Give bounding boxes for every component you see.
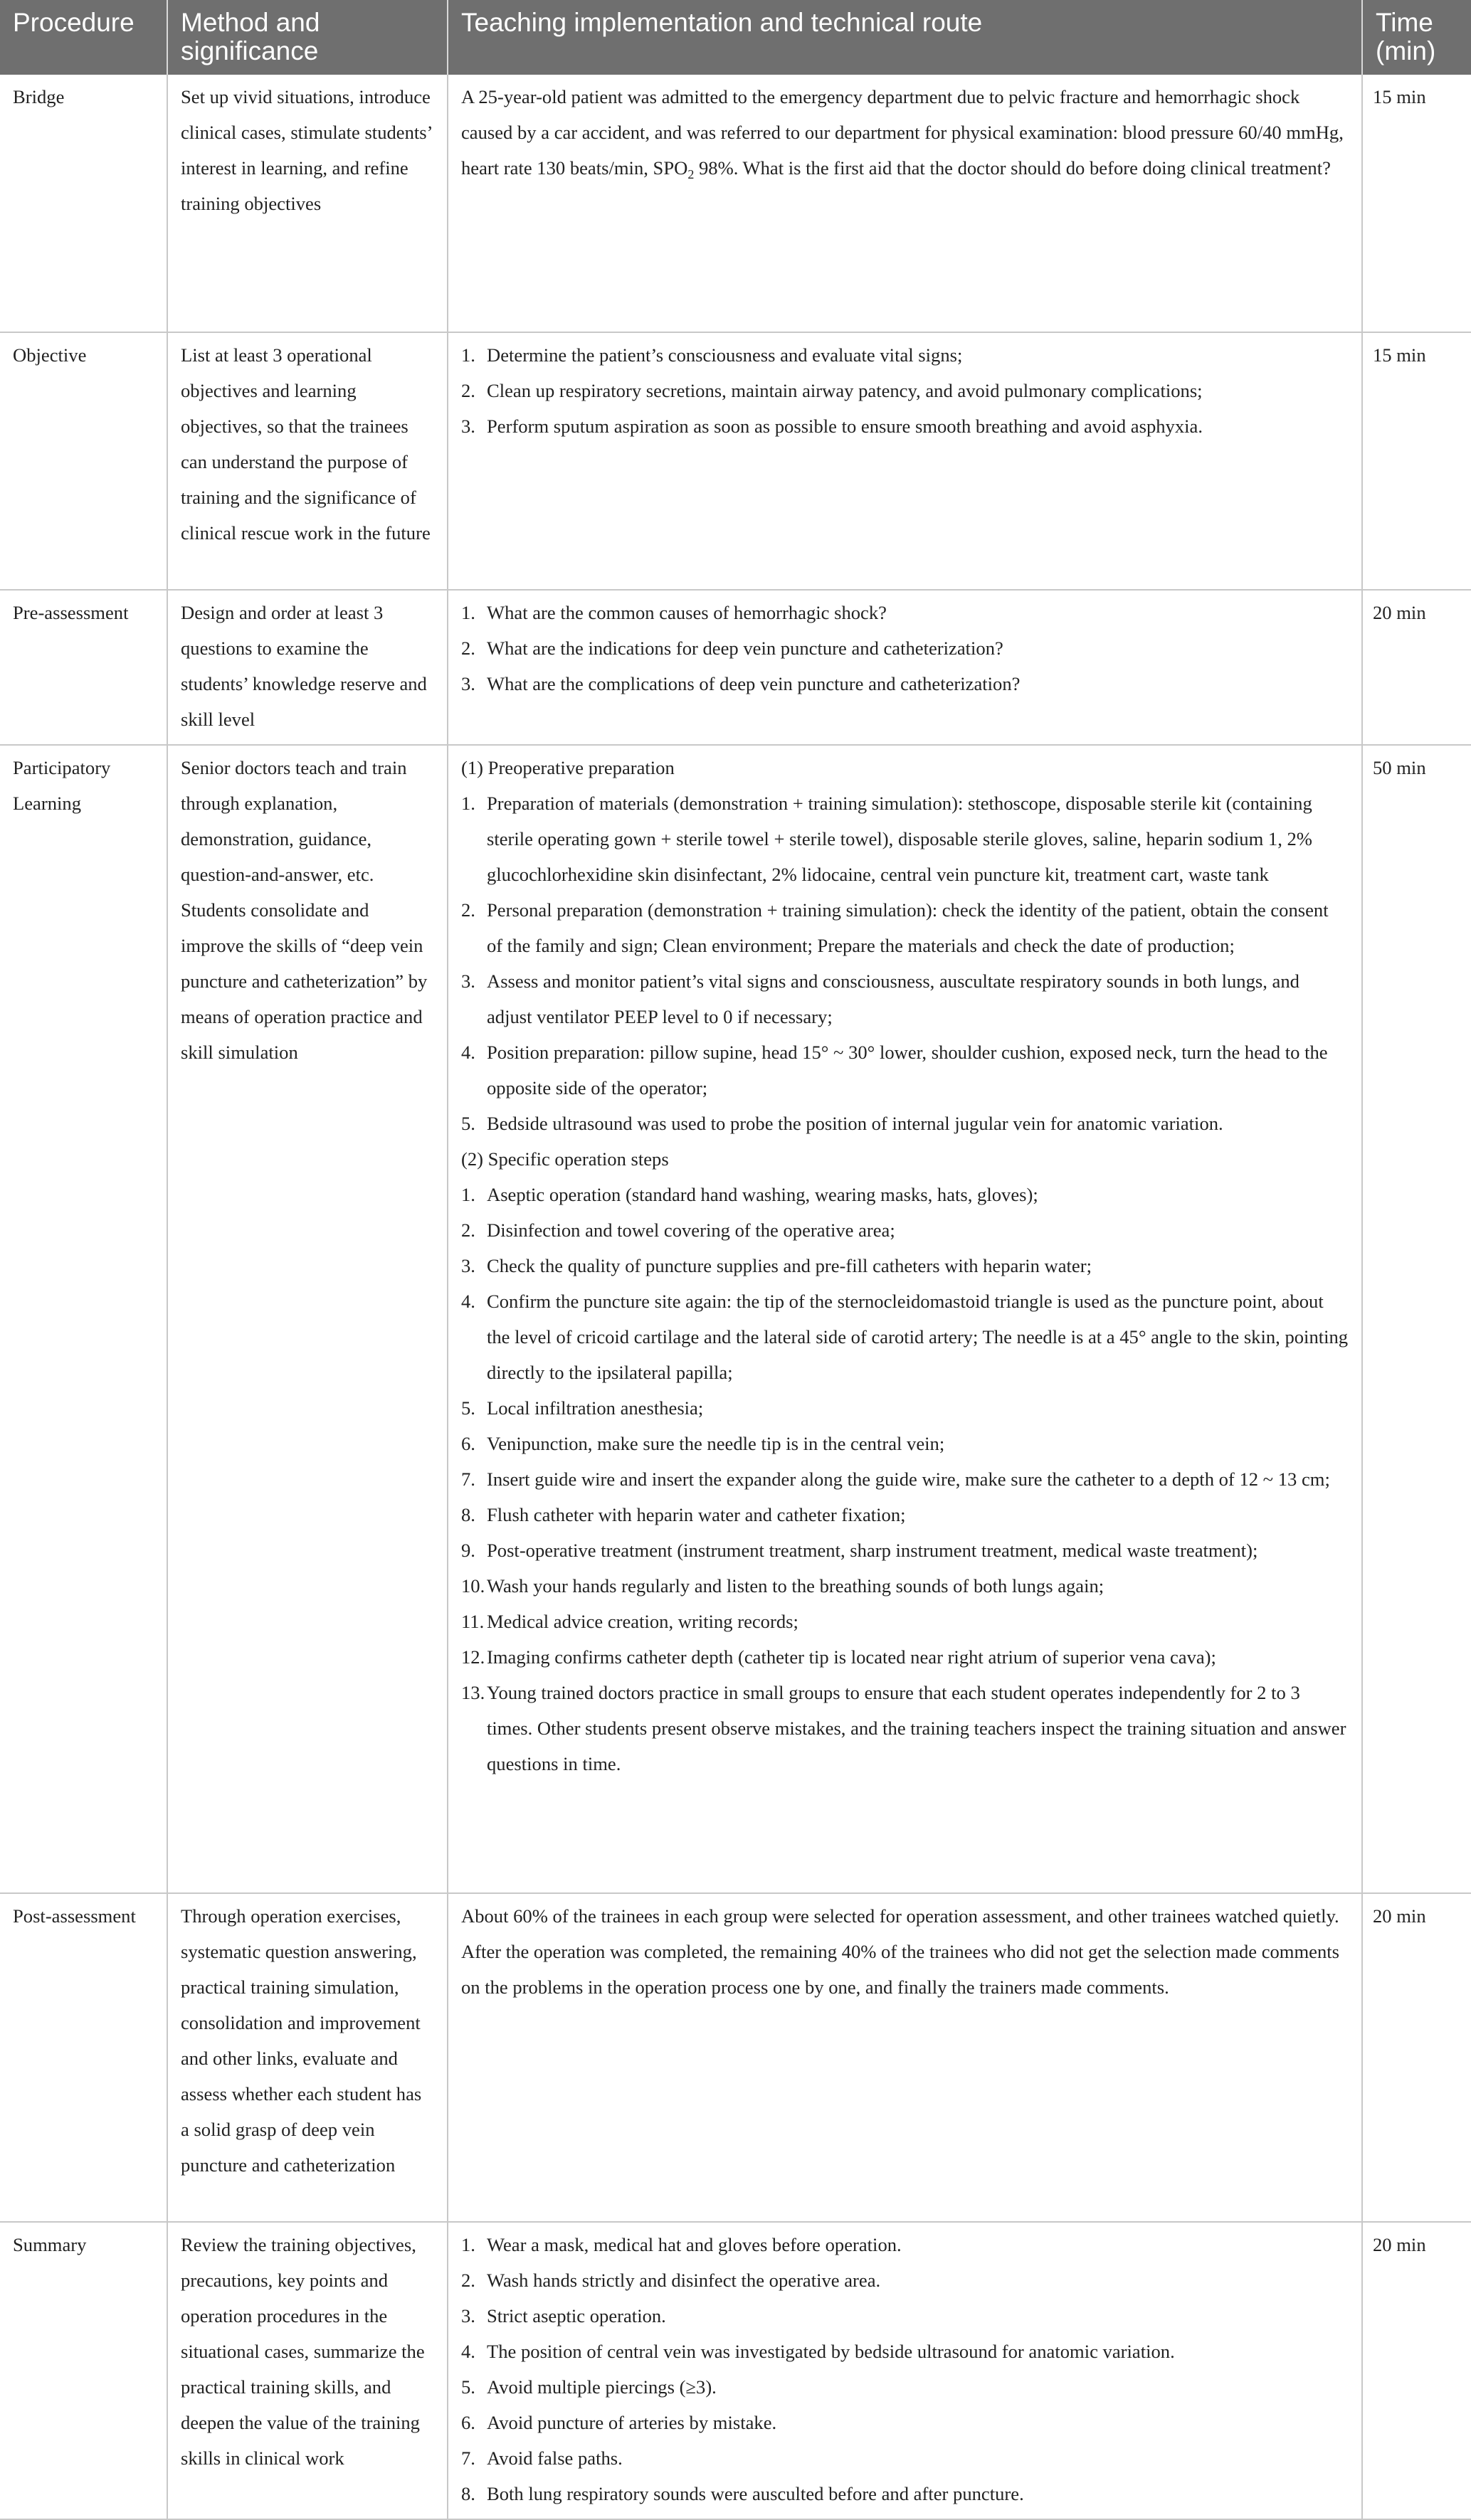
time-cell: 15 min (1362, 332, 1471, 590)
list-item (461, 1675, 1349, 1782)
list-item-text: Personal preparation (demonstration + training simulation): check the identity of the patient, obtain the consent of the family and sign; Clean environment; Prepare the materials and check the date of production; (487, 899, 1329, 956)
list-item (461, 1283, 1349, 1390)
list-item-text: What are the common causes of hemorrhagic shock? (487, 602, 887, 623)
list-item (461, 1248, 1349, 1283)
list-item-number: 6. (461, 2412, 475, 2433)
procedure-cell: Pre-assessment (0, 590, 167, 745)
list-item (461, 1426, 1349, 1461)
list-item-text: Insert guide wire and insert the expander along the guide wire, make sure the catheter to a depth of 12 ~ 13 cm; (487, 1468, 1330, 1490)
list-item-number: 1. (461, 602, 475, 623)
list-item-number: 13. (461, 1682, 485, 1703)
list-item (461, 2334, 1349, 2369)
list-item-number: 9. (461, 1540, 475, 1561)
list-item (461, 1212, 1349, 1248)
procedure-cell: Bridge (0, 75, 167, 332)
list-item-text: Clean up respiratory secretions, maintain airway patency, and avoid pulmonary complications; (487, 380, 1203, 401)
list-item-number: 12. (461, 1646, 485, 1668)
list-item-number: 5. (461, 1113, 475, 1134)
section-title-operation-steps: (2) Specific operation steps (461, 1148, 669, 1170)
list-item (461, 1390, 1349, 1426)
list-item-number: 2. (461, 637, 475, 659)
summary-points-list (461, 2227, 1349, 2511)
procedure-cell: Post-assessment (0, 1893, 167, 2222)
method-cell: List at least 3 operational objectives and learning objectives, so that the trainees can understand the purpose of training and the significance of clinical rescue work in the future (167, 332, 448, 590)
case-text-end: 98%. What is the first aid that the doctor should do before doing clinical treatment? (694, 157, 1331, 179)
list-item (461, 1106, 1349, 1141)
section-title-preoperative: (1) Preoperative preparation (461, 757, 675, 778)
header-time: Time (min) (1362, 0, 1471, 75)
list-item-text: Preparation of materials (demonstration + training simulation): stethoscope, disposable sterile kit (containing sterile operating gown + sterile towel + sterile towel), disposable sterile gloves, saline, heparin sodium 1, 2% glucochlorhexidine skin disinfectant, 2% lidocaine, central vein puncture kit, treatment cart, waste tank (487, 793, 1312, 885)
preoperative-steps-list (461, 785, 1349, 1141)
teaching-cell (448, 75, 1362, 332)
list-item-text: Medical advice creation, writing records; (487, 1611, 798, 1632)
list-item-number: 3. (461, 970, 475, 992)
row-pre-assessment (0, 590, 1471, 745)
list-item-text: Wear a mask, medical hat and gloves before operation. (487, 2234, 902, 2255)
list-item-text: Avoid multiple piercings (≥3). (487, 2376, 717, 2398)
table-header (0, 0, 1471, 75)
list-item-text: Disinfection and towel covering of the operative area; (487, 1219, 895, 1241)
list-item-number: 5. (461, 1397, 475, 1419)
list-item-text: Avoid puncture of arteries by mistake. (487, 2412, 777, 2433)
list-item-number: 4. (461, 2341, 475, 2362)
method-cell: Set up vivid situations, introduce clinical cases, stimulate students’ interest in learning, and refine training objectives (167, 75, 448, 332)
list-item-number: 8. (461, 1504, 475, 1525)
list-item-text: Check the quality of puncture supplies and pre-fill catheters with heparin water; (487, 1255, 1092, 1276)
method-cell: Senior doctors teach and train through explanation, demonstration, guidance, question-and-answer, etc. Students consolidate and improve the skills of “deep vein puncture and catheterization” by means of operation practice and skill simulation (167, 745, 448, 1893)
list-item-text: What are the complications of deep vein puncture and catheterization? (487, 673, 1021, 694)
method-cell: Through operation exercises, systematic question answering, practical training simulation, consolidation and improvement and other links, evaluate and assess whether each student has a solid grasp of deep vein puncture and catheterization (167, 1893, 448, 2222)
procedure-cell: Objective (0, 332, 167, 590)
list-item-number: 2. (461, 899, 475, 921)
list-item (461, 1604, 1349, 1639)
row-objective (0, 332, 1471, 590)
list-item (461, 1532, 1349, 1568)
list-item (461, 337, 1349, 373)
header-teaching: Teaching implementation and technical route (448, 0, 1362, 75)
list-item (461, 785, 1349, 892)
list-item-text: Imaging confirms catheter depth (catheter tip is located near right atrium of superior vena cava); (487, 1646, 1216, 1668)
teaching-cell (448, 745, 1362, 1893)
method-cell: Review the training objectives, precautions, key points and operation procedures in the situational cases, summarize the practical training skills, and deepen the value of the training skills in clinical work (167, 2222, 448, 2519)
list-item (461, 1497, 1349, 1532)
list-item-text: Wash hands strictly and disinfect the operative area. (487, 2270, 881, 2291)
list-item-text: Wash your hands regularly and listen to the breathing sounds of both lungs again; (487, 1575, 1104, 1597)
list-item-text: The position of central vein was investigated by bedside ultrasound for anatomic variation. (487, 2341, 1175, 2362)
time-cell: 15 min (1362, 75, 1471, 332)
list-item-text: Young trained doctors practice in small groups to ensure that each student operates independently for 2 to 3 times. Other students present observe mistakes, and the training teachers inspect the training situation and answer questions in time. (487, 1682, 1346, 1774)
list-item (461, 2405, 1349, 2440)
list-item (461, 408, 1349, 444)
list-item-text: Confirm the puncture site again: the tip of the sternocleidomastoid triangle is used as the puncture point, about the level of cricoid cartilage and the lateral side of carotid artery; The needle is at a 45° angle to the skin, pointing directly to the ipsilateral papilla; (487, 1291, 1349, 1383)
list-item (461, 892, 1349, 963)
list-item-number: 11. (461, 1611, 485, 1632)
list-item-number: 4. (461, 1291, 475, 1312)
list-item-text: Position preparation: pillow supine, head 15° ~ 30° lower, shoulder cushion, exposed neck, turn the head to the opposite side of the operator; (487, 1042, 1328, 1098)
case-description (461, 79, 1349, 188)
list-item (461, 2369, 1349, 2405)
procedure-cell: Summary (0, 2222, 167, 2519)
list-item-number: 3. (461, 673, 475, 694)
list-item-text: Flush catheter with heparin water and catheter fixation; (487, 1504, 906, 1525)
operation-steps-list (461, 1177, 1349, 1782)
list-item-text: Perform sputum aspiration as soon as possible to ensure smooth breathing and avoid asphyxia. (487, 415, 1203, 437)
procedure-cell: Participatory Learning (0, 745, 167, 1893)
list-item-number: 1. (461, 2234, 475, 2255)
list-item-number: 4. (461, 1042, 475, 1063)
row-post-assessment (0, 1893, 1471, 2222)
list-item (461, 666, 1349, 702)
list-item (461, 1639, 1349, 1675)
list-item-text: Post-operative treatment (instrument treatment, sharp instrument treatment, medical waste treatment); (487, 1540, 1258, 1561)
list-item-number: 3. (461, 415, 475, 437)
list-item-text: Aseptic operation (standard hand washing, wearing masks, hats, gloves); (487, 1184, 1038, 1205)
list-item-text: Both lung respiratory sounds were ausculted before and after puncture. (487, 2483, 1024, 2504)
list-item-text: Avoid false paths. (487, 2447, 623, 2469)
list-item (461, 373, 1349, 408)
teaching-cell (448, 590, 1362, 745)
list-item-text: Bedside ultrasound was used to probe the position of internal jugular vein for anatomic variation. (487, 1113, 1223, 1134)
list-item-number: 2. (461, 2270, 475, 2291)
list-item-number: 1. (461, 793, 475, 814)
list-item (461, 630, 1349, 666)
list-item (461, 963, 1349, 1034)
method-cell: Design and order at least 3 questions to examine the students’ knowledge reserve and skill level (167, 590, 448, 745)
objective-list (461, 337, 1349, 444)
list-item-number: 7. (461, 1468, 475, 1490)
list-item-number: 8. (461, 2483, 475, 2504)
list-item (461, 2440, 1349, 2476)
time-cell: 20 min (1362, 1893, 1471, 2222)
list-item-text: Strict aseptic operation. (487, 2305, 666, 2326)
teaching-cell: About 60% of the trainees in each group were selected for operation assessment, and other trainees watched quietly. After the operation was completed, the remaining 40% of the trainees who did not get the selection made comments on the problems in the operation process one by one, and finally the trainers made comments. (448, 1893, 1362, 2222)
time-cell: 20 min (1362, 2222, 1471, 2519)
list-item-number: 6. (461, 1433, 475, 1454)
list-item-number: 3. (461, 1255, 475, 1276)
list-item (461, 1034, 1349, 1106)
list-item-text: Assess and monitor patient’s vital signs and consciousness, auscultate respiratory sounds in both lungs, and adjust ventilator PEEP level to 0 if necessary; (487, 970, 1299, 1027)
header-row (0, 0, 1471, 75)
pre-assessment-question-list (461, 595, 1349, 702)
list-item-number: 10. (461, 1575, 485, 1597)
teaching-cell (448, 332, 1362, 590)
row-bridge (0, 75, 1471, 332)
list-item-number: 1. (461, 344, 475, 366)
list-item-text: Venipunction, make sure the needle tip is in the central vein; (487, 1433, 945, 1454)
list-item (461, 2476, 1349, 2511)
list-item-number: 7. (461, 2447, 475, 2469)
list-item (461, 1568, 1349, 1604)
time-cell: 50 min (1362, 745, 1471, 1893)
list-item-number: 1. (461, 1184, 475, 1205)
list-item-number: 5. (461, 2376, 475, 2398)
header-method: Method and significance (167, 0, 448, 75)
list-item-text: Determine the patient’s consciousness and evaluate vital signs; (487, 344, 963, 366)
list-item (461, 1177, 1349, 1212)
list-item (461, 2298, 1349, 2334)
time-cell: 20 min (1362, 590, 1471, 745)
list-item-number: 2. (461, 380, 475, 401)
case-text-start: A 25-year-old patient was admitted to the emergency department due to pelvic fracture and hemorrhagic shock caused by a car accident, and was referred to our department for physical examination: blood pressure 60/40 mmHg, heart rate 130 beats/min, SPO (461, 86, 1344, 179)
spo2-subscript: 2 (687, 167, 695, 181)
list-item (461, 595, 1349, 630)
list-item-number: 3. (461, 2305, 475, 2326)
list-item (461, 2262, 1349, 2298)
header-procedure: Procedure (0, 0, 167, 75)
list-item-number: 2. (461, 1219, 475, 1241)
row-summary (0, 2222, 1471, 2519)
list-item-text: What are the indications for deep vein puncture and catheterization? (487, 637, 1003, 659)
list-item-text: Local infiltration anesthesia; (487, 1397, 704, 1419)
list-item (461, 1461, 1349, 1497)
teaching-cell (448, 2222, 1362, 2519)
list-item (461, 2227, 1349, 2262)
row-participatory-learning (0, 745, 1471, 1893)
